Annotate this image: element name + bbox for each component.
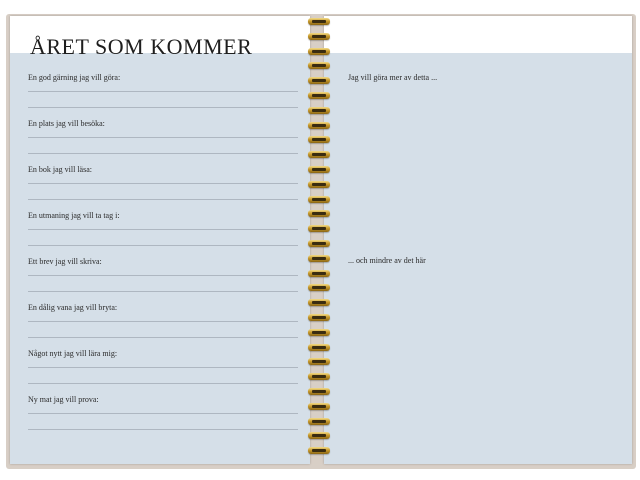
spiral-ring: [308, 284, 330, 291]
spiral-ring: [308, 151, 330, 158]
more-of-prompt: Jag vill göra mer av detta ...: [348, 73, 438, 82]
spiral-binding: [300, 18, 340, 462]
spiral-ring: [308, 196, 330, 203]
prompt-label: En bok jag vill läsa:: [28, 165, 92, 174]
writing-line: [28, 183, 298, 184]
spiral-ring: [308, 210, 330, 217]
spiral-ring: [308, 240, 330, 247]
right-page: [324, 16, 632, 464]
spiral-ring: [308, 270, 330, 277]
writing-line: [28, 321, 298, 322]
spiral-ring: [308, 62, 330, 69]
spiral-ring: [308, 388, 330, 395]
writing-line: [28, 107, 298, 108]
spiral-ring: [308, 225, 330, 232]
less-of-prompt: ... och mindre av det här: [348, 256, 426, 265]
spiral-ring: [308, 33, 330, 40]
spiral-ring: [308, 418, 330, 425]
prompt-label: Något nytt jag vill lära mig:: [28, 349, 118, 358]
writing-line: [28, 337, 298, 338]
prompt-label: Ett brev jag vill skriva:: [28, 257, 102, 266]
spiral-ring: [308, 255, 330, 262]
spiral-ring: [308, 373, 330, 380]
spiral-ring: [308, 136, 330, 143]
spiral-ring: [308, 92, 330, 99]
writing-line: [28, 383, 298, 384]
spiral-ring: [308, 403, 330, 410]
writing-line: [28, 367, 298, 368]
spiral-ring: [308, 329, 330, 336]
writing-line: [28, 153, 298, 154]
left-page: [10, 16, 310, 464]
writing-line: [28, 91, 298, 92]
spiral-ring: [308, 77, 330, 84]
spiral-ring: [308, 48, 330, 55]
writing-line: [28, 275, 298, 276]
prompt-label: En dålig vana jag vill bryta:: [28, 303, 118, 312]
prompt-label: En plats jag vill besöka:: [28, 119, 105, 128]
spiral-ring: [308, 447, 330, 454]
writing-line: [28, 429, 298, 430]
writing-line: [28, 137, 298, 138]
writing-line: [28, 245, 298, 246]
spiral-ring: [308, 358, 330, 365]
prompt-label: En god gärning jag vill göra:: [28, 73, 121, 82]
writing-line: [28, 229, 298, 230]
page-title: ÅRET SOM KOMMER: [30, 34, 253, 59]
spiral-ring: [308, 122, 330, 129]
writing-line: [28, 199, 298, 200]
spiral-ring: [308, 299, 330, 306]
spiral-ring: [308, 166, 330, 173]
spiral-ring: [308, 314, 330, 321]
writing-line: [28, 413, 298, 414]
prompt-label: Ny mat jag vill prova:: [28, 395, 99, 404]
spiral-ring: [308, 432, 330, 439]
spiral-ring: [308, 18, 330, 25]
spiral-ring: [308, 181, 330, 188]
writing-line: [28, 291, 298, 292]
prompt-label: En utmaning jag vill ta tag i:: [28, 211, 120, 220]
spiral-ring: [308, 107, 330, 114]
spiral-ring: [308, 344, 330, 351]
